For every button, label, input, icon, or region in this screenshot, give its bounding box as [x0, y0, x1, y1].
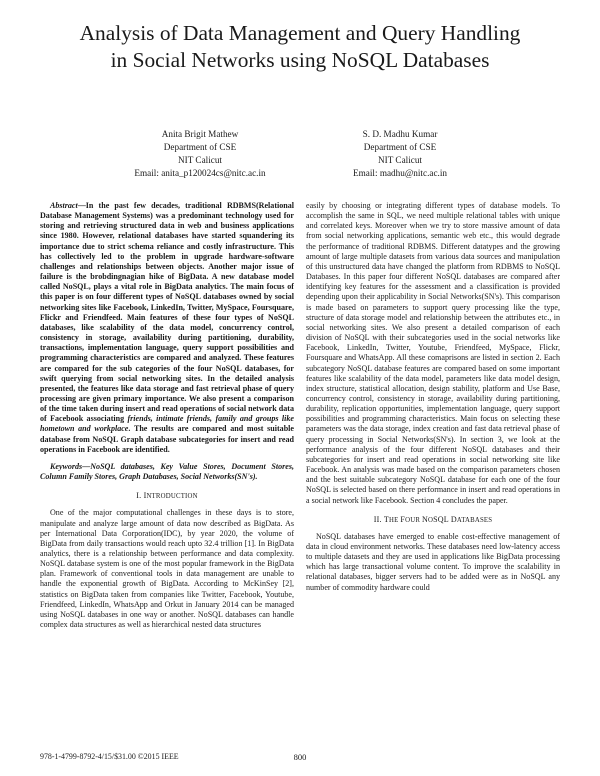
- abstract-text-2: . The results are compared and most suitable database from NoSQL Graph database subcategories for insert and read operations in Facebook are identified.: [40, 424, 294, 454]
- title-line-2: in Social Networks using NoSQL Databases: [110, 48, 490, 72]
- keywords-text: NoSQL databases, Key Value Stores, Document Stores, Column Family Stores, Graph Databases, Social Networks(SN's).: [40, 461, 294, 482]
- author-department: Department of CSE: [363, 142, 437, 152]
- footer-isbn: 978-1-4799-8792-4/15/$31.00 ©2015 IEEE: [40, 752, 179, 761]
- section-initial: D: [448, 514, 457, 524]
- section-two-paragraph: NoSQL databases have emerged to enable cost-effective management of data in cloud environment networks. These databases need low-latency access to multiple datasets and they are used in applications like BigData processing which has large transactional volume content. To improve the scalability in relational databases, bigger servers had to be added were as in NoSQL any number of commodity hardware could: [306, 531, 560, 592]
- author-block-1: [100, 128, 300, 180]
- abstract-emphasis: friends, intimate friends, family and groups like hometown and workplace: [40, 414, 294, 434]
- section-title-part: HE: [389, 516, 401, 524]
- page-number: 800: [293, 752, 307, 762]
- section-initial: I: [143, 491, 147, 501]
- author-name: S. D. Madhu Kumar: [362, 129, 438, 139]
- keywords-label: Keywords: [50, 461, 83, 471]
- author-email: Email: anita_p120024cs@nitc.ac.in: [134, 168, 266, 178]
- author-institution: NIT Calicut: [178, 155, 222, 165]
- abstract-text-1: In the past few decades, traditional RDBMS(Relational Database Management Systems) was a predominant technology used for storing and retrieving structured data in web and business applications since 1980. However, relational databases have started squandering its importance due to strict schema reliance and costly infrastructure. This has collectively led to the problem in upgrade hardware-software challenges and relationships between objects. Another major issue of failure is the brobdingnagian hike of BigData. A new database model called NoSQL, plays a vital role in BigData analytics. The main focus of this paper is on four different types of NoSQL databases owned by social networking sites like Facebook, LinkedIn, Twitter, MySpace, Foursquare, Flickr and Friendfeed. Main features of these four types of NoSQL databases, like scalability of the data model, concurrency control, consistency in storage, availability during partitioning, durability, transactions, implementation language, query support possibilities and programming characteristics are compared and analyzed. These features are compared for the sub categories of the four NoSQL databases, for swift querying from social networking sites. In the detailed analysis presented, the features like data storage and fast retrieval phase of query processing are given primary importance. We also present a comparison of the time taken during insert and read operations of social network data of Facebook associating: [40, 201, 294, 424]
- title-line-1: Analysis of Data Management and Query Handling: [79, 21, 521, 45]
- author-institution: NIT Calicut: [378, 155, 422, 165]
- section-initial: F: [400, 514, 406, 524]
- introduction-paragraph: One of the major computational challenges in these days is to store, manipulate and analyze large amount of data now described as BigData. As per International Data Corporation(IDC), by year 2020, the volume of BigData from daily transactions would reach upto 32.4 trillion [1]. In BigData analytics, there is a relationship between performance and data complexity. NoSQL database system is one of the most popular framework in the BigData plan. Framework of conventional tools in data management are unable to handle the exponential growth of BigData. According to McKinSey [2], statistics on BigData taken from companies like Twitter, Facebook, Youtube, Friendfeed, LinkedIn, WhatsApp and Orkut in January 2014 can be managed using NoSQL databases in one way or another. NoSQL databases can handle complex data structures as well as hierarchical nested data structures: [40, 508, 294, 630]
- section-title-rest: NTRODUCTION: [146, 493, 198, 501]
- paper-title: [40, 20, 560, 74]
- section-title-part: O: [427, 516, 434, 524]
- abstract-label: Abstract: [50, 201, 78, 210]
- author-email: Email: madhu@nitc.ac.in: [353, 168, 447, 178]
- section-initial: T: [383, 514, 390, 524]
- right-column: [306, 201, 560, 593]
- section-title-part: OUR: [405, 516, 422, 524]
- section-initial: SQL: [433, 514, 449, 524]
- keywords: Keywords—NoSQL databases, Key Value Stores, Document Stores, Column Family Stores, Graph Databases, Social Networks(SN's).: [40, 461, 294, 482]
- author-block-2: [300, 128, 500, 180]
- section-initial: N: [421, 514, 428, 524]
- section-numeral: I.: [136, 491, 142, 501]
- section-title-part: ATABASES: [456, 516, 493, 524]
- introduction-continued-paragraph: easily by choosing or integrating different types of database models. To accomplish the same in SQL, we need multiple relational tables with unique and correlated keys. Moreover when we try to store massive amount of data from social networking applications, semantic web etc., this would degrade the performance of traditional RDBMS. Different datatypes and the growing amount of large multiple datasets from various data sources and manipulation of this unstructured data have changed the platform from RDBMS to NoSQL Databases. In this paper four different NoSQL databases are compared after identifying key features for the assessment and a classification is provided depending upon their applicability in Social Networks(SN's). This comparison is made based on parameters to support query processing like the type, structure of data storage model and relationship between the attributes etc., in social networking sites. We also present a detailed comparison of each division of NoSQL with their subcategories used in the social networks like Facebook, LinkedIn, Twitter, Youtube, Friendfeed, MySpace, Flickr, Foursquare and WhatsApp. All these comaprisons are listed in section 2. Each subcategory NoSQL database features are compared based on some important features like scalability of the data model, parameters like data model design, index structure, statistical allocation, design stability, platform and Use Base, concurrency control, consistency in storage, availability during partitioning, durability, replication opportunities, implementation language, query support possibilities and programming characteristics. Main focus on selecting these parameters was the data storage, index creation and fast data retrieval phase of query processing in Social Networks(SN's). In section 3, we look at the performance analysis of the four different NoSQL databases and their subcategories for insert and read operations in social networking site like Facebook. An analysis was made based on the comparison parameters chosen and the best suitable subcategory NoSQL database for each one of the four NoSQL is selected based on there performance in insert and read operations in a social network like Facebook. Section 4 concludes the paper.: [306, 201, 560, 505]
- section-numeral: II.: [373, 514, 382, 524]
- author-name: Anita Brigit Mathew: [161, 129, 239, 139]
- author-department: Department of CSE: [163, 142, 237, 152]
- section-heading-introduction: [40, 491, 294, 502]
- left-column: [40, 201, 294, 630]
- abstract: Abstract—In the past few decades, traditional RDBMS(Relational Database Management Systems) was a predominant technology used for storing and retrieving structured data in web and business applications since 1980. However, relational databases have started squandering its importance due to strict schema reliance and costly infrastructure. This has collectively led to the problem in upgrade hardware-software challenges and relationships between objects. Another major issue of failure is the brobdingnagian hike of BigData. A new database model called NoSQL, plays a vital role in BigData analytics. The main focus of this paper is on four different types of NoSQL databases owned by social networking sites like Facebook, LinkedIn, Twitter, MySpace, Foursquare, Flickr and Friendfeed. Main features of these four types of NoSQL databases, like scalability of the data model, concurrency control, consistency in storage, availability during partitioning, durability, transactions, implementation language, query support possibilities and programming characteristics are compared and analyzed. These features are compared for the sub categories of the four NoSQL databases, for swift querying from social networking sites. In the detailed analysis presented, the features like data storage and fast retrieval phase of query processing are given primary importance. We also present a comparison of the time taken during insert and read operations of social network data of Facebook associating friends, intimate friends, family and groups like hometown and workplace. The results are compared and most suitable database from NoSQL Graph database subcategories for insert and read operations in Facebook are identified.: [40, 201, 294, 454]
- section-heading-four-nosql-databases: [306, 515, 560, 526]
